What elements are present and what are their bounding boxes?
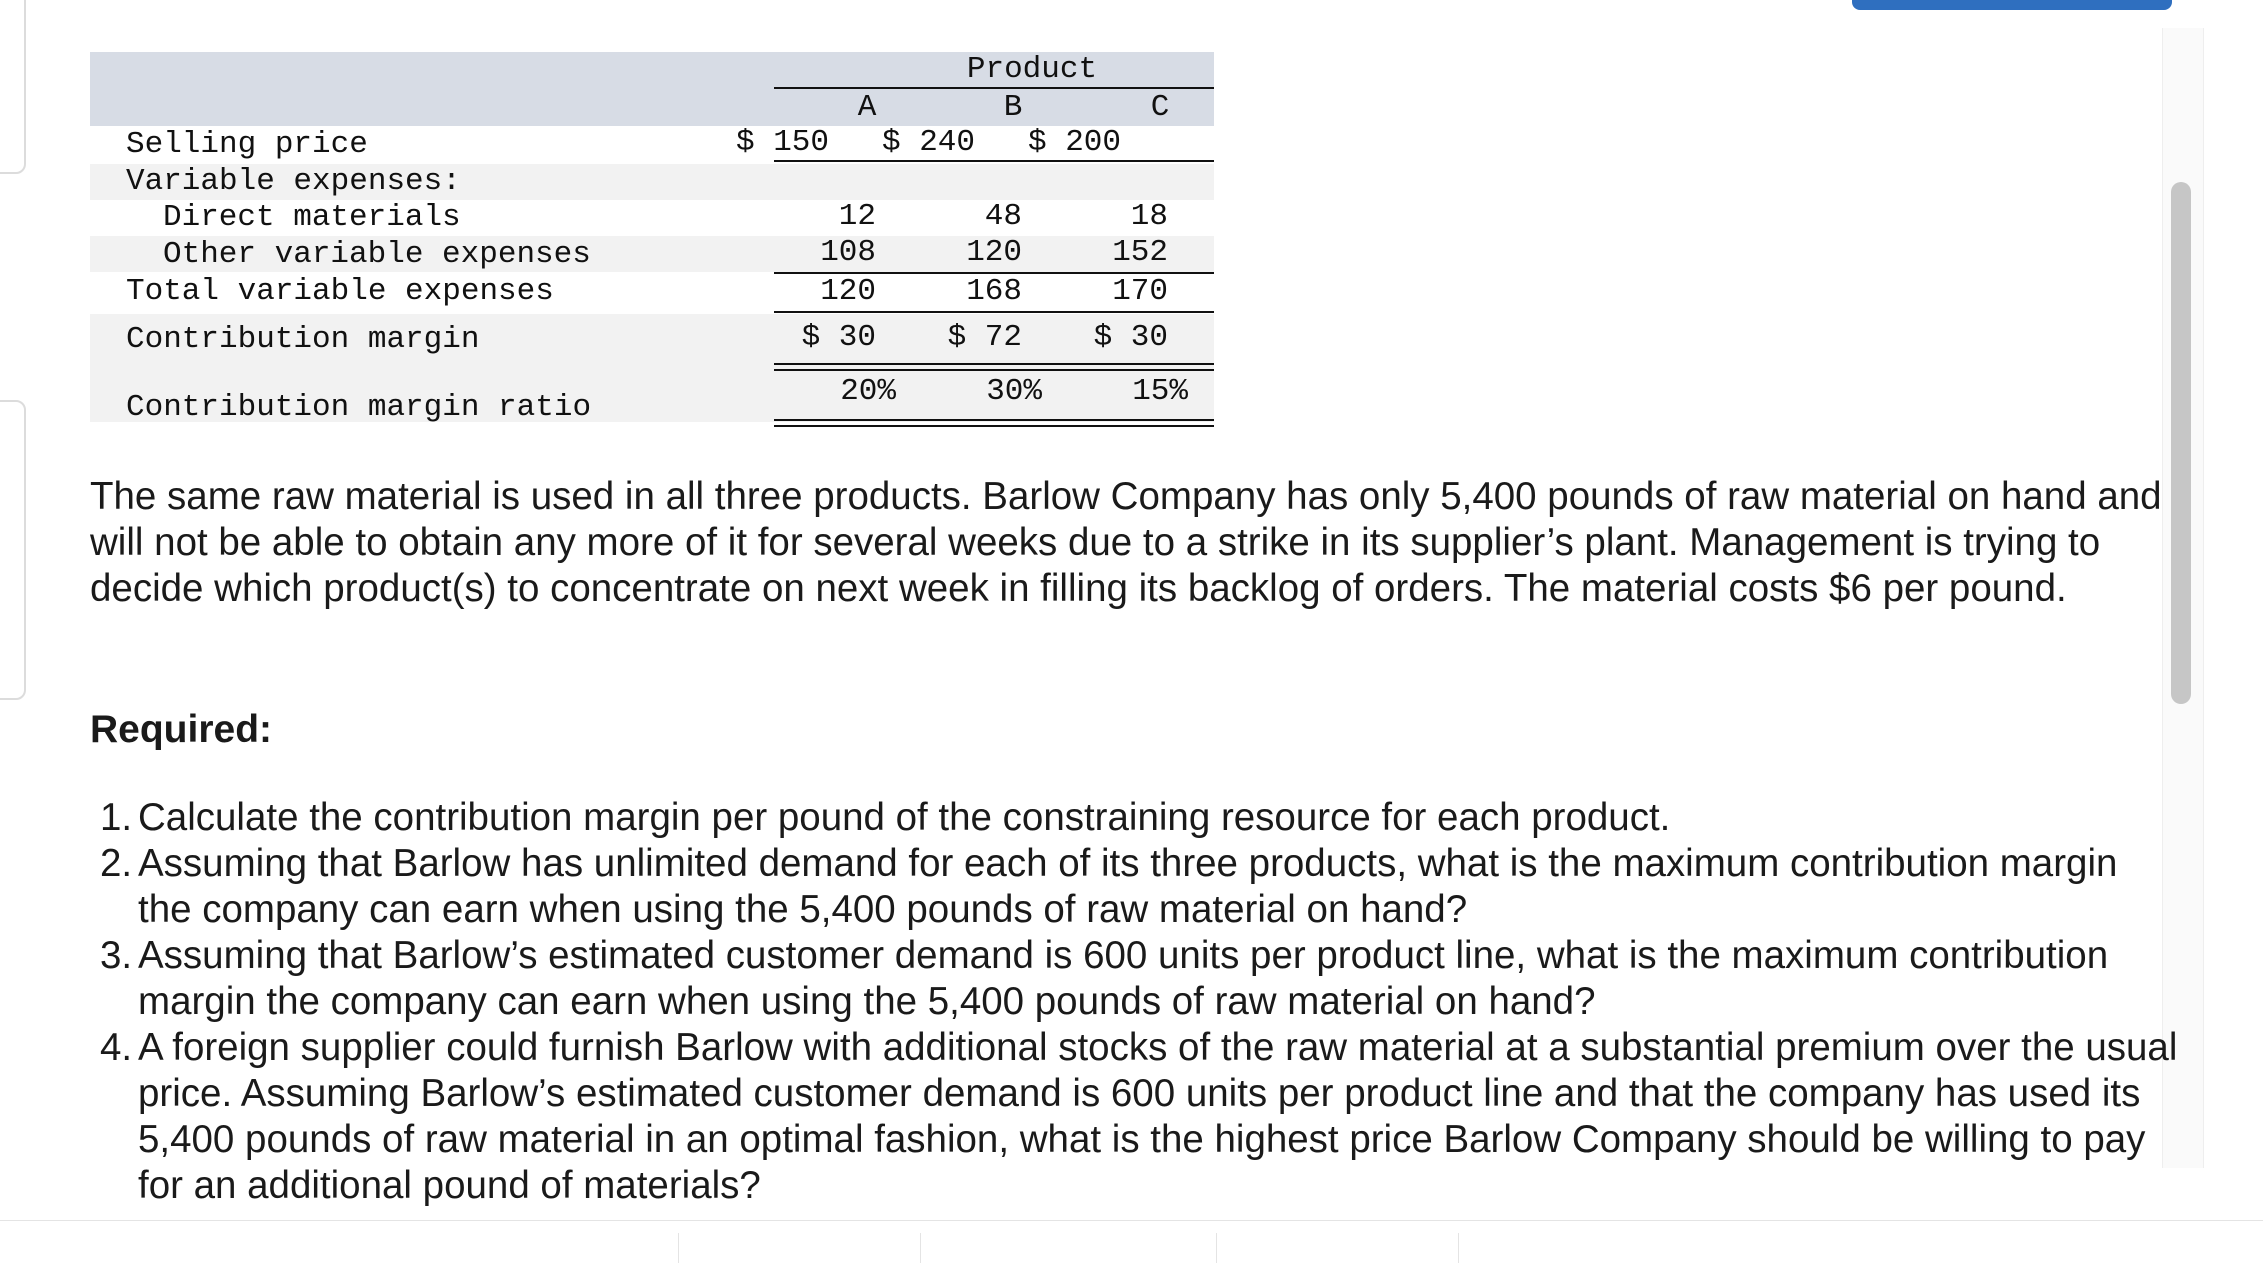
question-number: 2. (100, 842, 133, 885)
question-text: A foreign supplier could furnish Barlow with additional stocks of the raw material at a substantial premium over the usual price. Assuming Barlow’s estimated customer demand is 600 units per product line and that the company has used its 5,400 pounds of raw material in an optimal fashion, what is the highest price Barlow Company should be willing to pay for an additional pound of materials? (138, 1026, 2178, 1207)
table-cell: 120 (966, 235, 1022, 270)
column-a-header: A (857, 90, 877, 125)
list-item (90, 1025, 2180, 1209)
table-cell: $ 72 (947, 320, 1022, 355)
double-rule (774, 369, 1214, 371)
double-rule (774, 363, 1214, 365)
row-label-selling-price: Selling price (126, 127, 368, 162)
list-item (90, 933, 2180, 1025)
row-label-total-variable-expenses: Total variable expenses (126, 274, 554, 309)
row-label-other-variable-expenses: Other variable expenses (163, 237, 591, 272)
table-cell: 120 (820, 274, 876, 309)
table-cell: 18 (1130, 199, 1168, 234)
left-panel-tab[interactable] (0, 0, 26, 174)
list-item (90, 795, 2180, 841)
toolbar-divider (678, 1233, 679, 1263)
table-cell: $ 240 (882, 125, 976, 160)
question-number: 4. (100, 1026, 133, 1069)
question-text: Assuming that Barlow has unlimited demand for each of its three products, what is the maximum contribution margin the company can earn when using the 5,400 pounds of raw material on hand? (138, 842, 2118, 931)
column-b-header: B (1003, 90, 1023, 125)
table-cell: 15% (1132, 374, 1188, 409)
toolbar-divider (1458, 1233, 1459, 1263)
row-rule (774, 311, 1214, 313)
question-list (90, 795, 2180, 1209)
row-label-contribution-margin-ratio: Contribution margin ratio (126, 390, 592, 425)
row-label-direct-materials: Direct materials (163, 200, 461, 235)
table-cell: 168 (966, 274, 1022, 309)
product-table (90, 52, 1214, 432)
table-cell: $ 200 (1028, 125, 1122, 160)
double-rule (774, 425, 1214, 427)
table-cell: 12 (838, 199, 876, 234)
table-cell: 170 (1112, 274, 1168, 309)
problem-paragraph: The same raw material is used in all three products. Barlow Company has only 5,400 pounds of raw material on hand and will not be able to obtain any more of it for several weeks due to a strike in its supplier’s plant. Management is trying to decide which product(s) to concentrate on next week in filling its backlog of orders. The material costs $6 per pound. (90, 475, 2162, 610)
left-panel-tab[interactable] (0, 400, 26, 700)
scrollbar-thumb[interactable] (2171, 182, 2191, 704)
top-action-button[interactable] (1852, 0, 2172, 10)
table-cell: 108 (820, 235, 876, 270)
list-item (90, 841, 2180, 933)
table-cell: 48 (984, 199, 1022, 234)
table-cell: 152 (1112, 235, 1168, 270)
header-rule (774, 87, 1214, 89)
table-cell: $ 150 (736, 125, 830, 160)
row-label-variable-expenses: Variable expenses: (126, 164, 461, 199)
question-text: Calculate the contribution margin per pound of the constraining resource for each product. (138, 796, 1671, 839)
table-cell: $ 30 (1093, 320, 1168, 355)
toolbar-divider (920, 1233, 921, 1263)
table-cell: 30% (986, 374, 1042, 409)
row-rule (774, 160, 1214, 162)
question-number: 1. (100, 796, 133, 839)
table-cell: $ 30 (801, 320, 876, 355)
bottom-toolbar (0, 1220, 2263, 1264)
toolbar-divider (1216, 1233, 1217, 1263)
table-cell: 20% (840, 374, 896, 409)
required-heading: Required: (90, 708, 273, 751)
question-text: Assuming that Barlow’s estimated customer demand is 600 units per product line, what is the maximum contribution margin the company can earn when using the 5,400 pounds of raw material on hand? (138, 934, 2109, 1023)
product-header: Product (966, 52, 1098, 87)
double-rule (774, 419, 1214, 421)
row-label-contribution-margin: Contribution margin (126, 322, 480, 357)
column-c-header: C (1150, 90, 1170, 125)
question-number: 3. (100, 934, 133, 977)
